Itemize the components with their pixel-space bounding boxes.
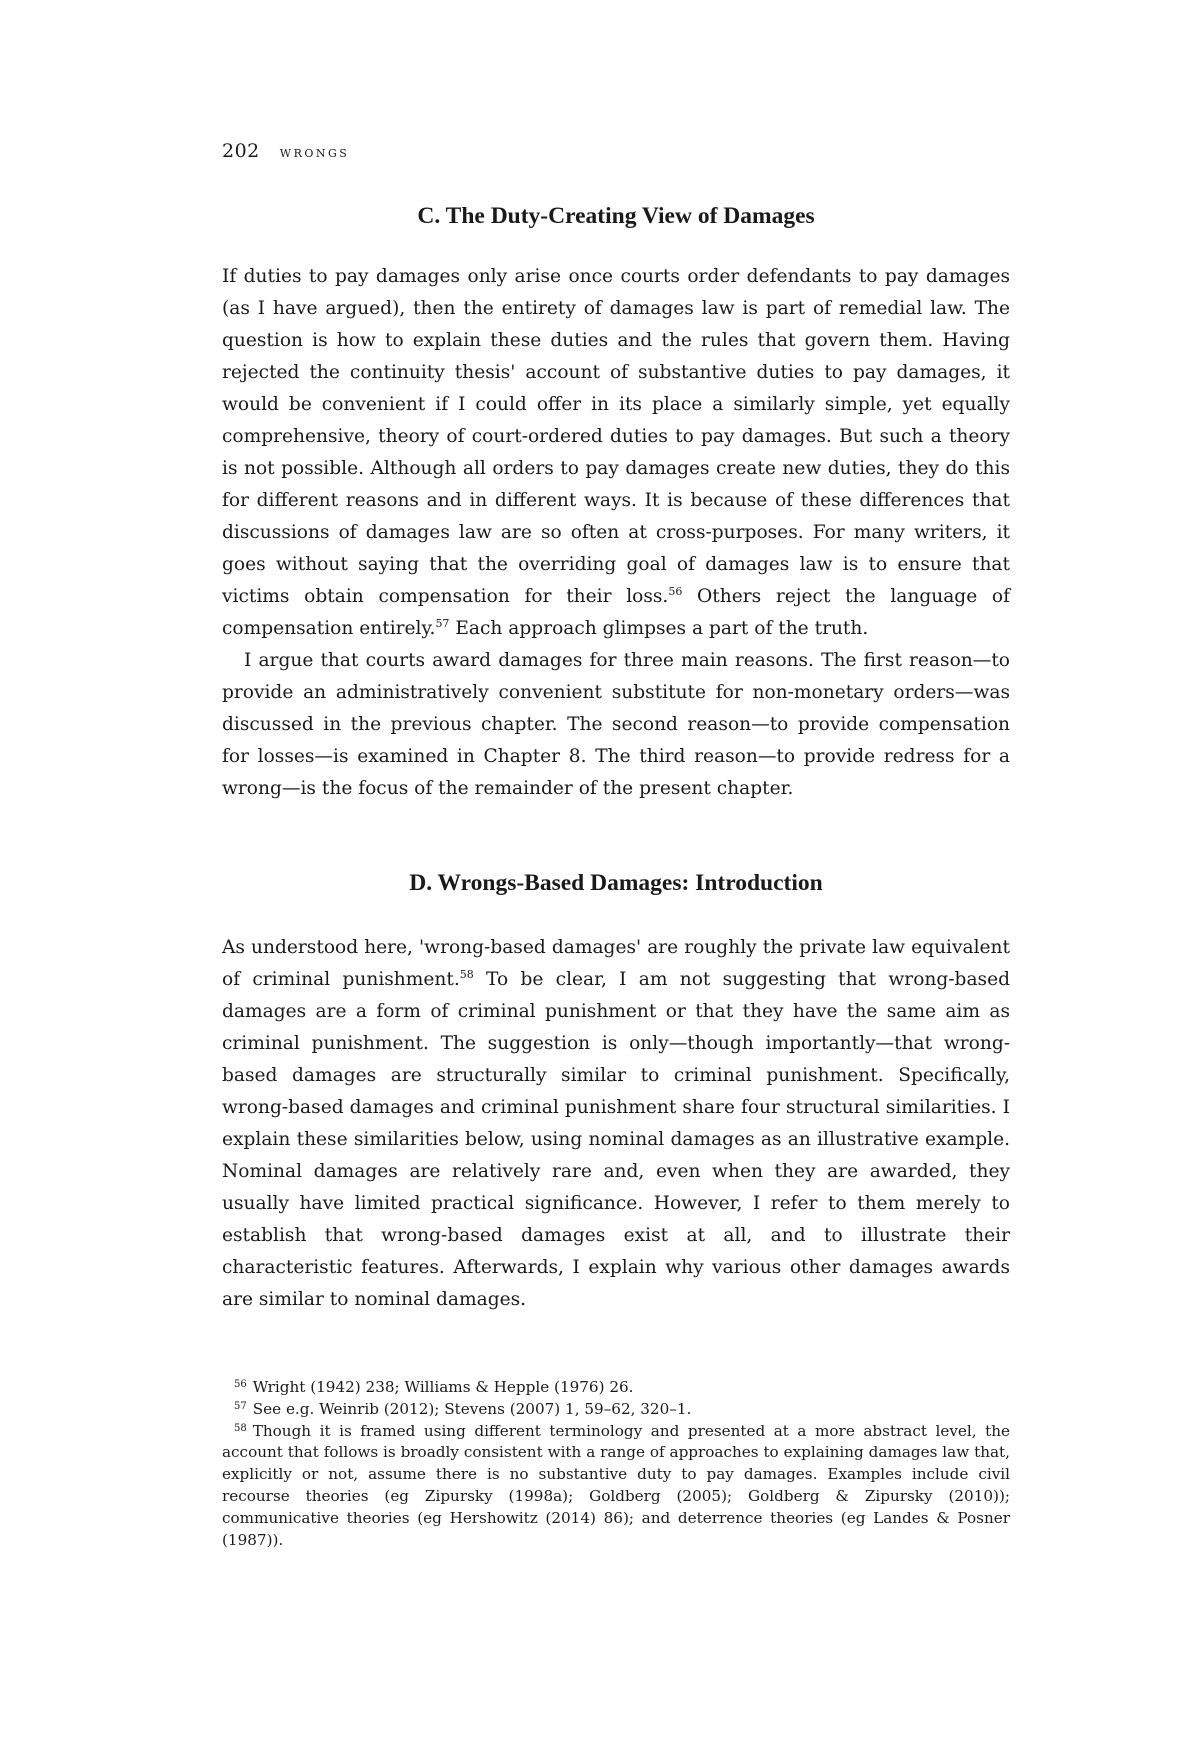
page-number: 202 bbox=[222, 140, 260, 162]
section-d-heading: D. Wrongs-Based Damages: Introduction bbox=[409, 870, 823, 896]
footnotes bbox=[222, 1377, 1010, 1551]
footnote-number: 58 bbox=[234, 1422, 247, 1434]
section-c-paragraph-1-part-b: Others reject the language of compensation entirely. bbox=[222, 586, 1010, 639]
running-head bbox=[222, 140, 349, 162]
section-d-paragraph-1-part-b: To be clear, I am not suggesting that wrong-based damages are a form of criminal punishment or that they have the same aim as criminal punishment. The suggestion is only—though importantly—that wrong-based damages are structurally similar to criminal punishment. Specifically, wrong-based damages and criminal punishment share four structural similarities. I explain these similarities below, using nominal damages as an illustrative example. Nominal damages are relatively rare and, even when they are awarded, they usually have limited practical significance. However, I refer to them merely to establish that wrong-based damages exist at all, and to illustrate their characteristic features. Afterwards, I explain why various other damages awards are similar to nominal damages. bbox=[222, 969, 1010, 1310]
footnote-ref-56: 56 bbox=[668, 585, 683, 598]
footnote-number: 56 bbox=[234, 1379, 247, 1390]
footnote-57 bbox=[222, 1399, 1010, 1421]
footnote-text: See e.g. Weinrib (2012); Stevens (2007) 1, 59–62, 320–1. bbox=[252, 1399, 692, 1418]
section-d-body bbox=[222, 932, 1010, 1316]
footnote-number: 57 bbox=[234, 1400, 247, 1412]
section-d-paragraph-1-part-a: As understood here, 'wrong-based damages' are roughly the private law equivalent of criminal punishment. bbox=[222, 937, 1010, 990]
section-c-paragraph-1-part-a: If duties to pay damages only arise once courts order defendants to pay damages (as I have argued), then the entirety of damages law is part of remedial law. The question is how to explain these duties and the rules that govern them. Having rejected the continuity thesis' account of substantive duties to pay damages, it would be convenient if I could offer in its place a similarly simple, yet equally comprehensive, theory of court-ordered duties to pay damages. But such a theory is not possible. Although all orders to pay damages create new duties, they do this for different reasons and in different ways. It is because of these differences that discussions of damages law are so often at cross-purposes. For many writers, it goes without saying that the overriding goal of damages law is to ensure that victims obtain compensation for their loss. bbox=[222, 266, 1010, 607]
footnote-ref-57: 57 bbox=[435, 617, 450, 630]
footnote-ref-58: 58 bbox=[459, 968, 474, 981]
footnote-56 bbox=[222, 1377, 1010, 1399]
footnote-text: Wright (1942) 238; Williams & Hepple (1976) 26. bbox=[252, 1378, 634, 1396]
section-c-heading: C. The Duty-Creating View of Damages bbox=[417, 203, 815, 229]
section-c-paragraph-1 bbox=[222, 261, 1010, 645]
footnote-text: Though it is framed using different terminology and presented at a more abstract level, the account that follows is broadly consistent with a range of approaches to explaining damages law that, explicitly or not, assume there is no substantive duty to pay damages. Examples include civil recourse theories (eg Zipursky (1998a); Goldberg (2005); Goldberg & Zipursky (2010)); communicative theories (eg Hershowitz (2014) 86); and deterrence theories (eg Landes & Posner (1987)). bbox=[222, 1421, 1010, 1549]
running-head-title: wrongs bbox=[279, 143, 350, 161]
section-c-body bbox=[222, 261, 1010, 805]
section-c-paragraph-1-part-c: Each approach glimpses a part of the truth. bbox=[449, 618, 869, 639]
footnote-58 bbox=[222, 1421, 1010, 1552]
section-d-paragraph-1 bbox=[222, 932, 1010, 1316]
section-c-paragraph-2: I argue that courts award damages for three main reasons. The first reason—to provide an administratively convenient substitute for non-monetary orders—was discussed in the previous chapter. The second reason—to provide compensation for losses—is examined in Chapter 8. The third reason—to provide redress for a wrong—is the focus of the remainder of the present chapter. bbox=[222, 650, 1010, 799]
